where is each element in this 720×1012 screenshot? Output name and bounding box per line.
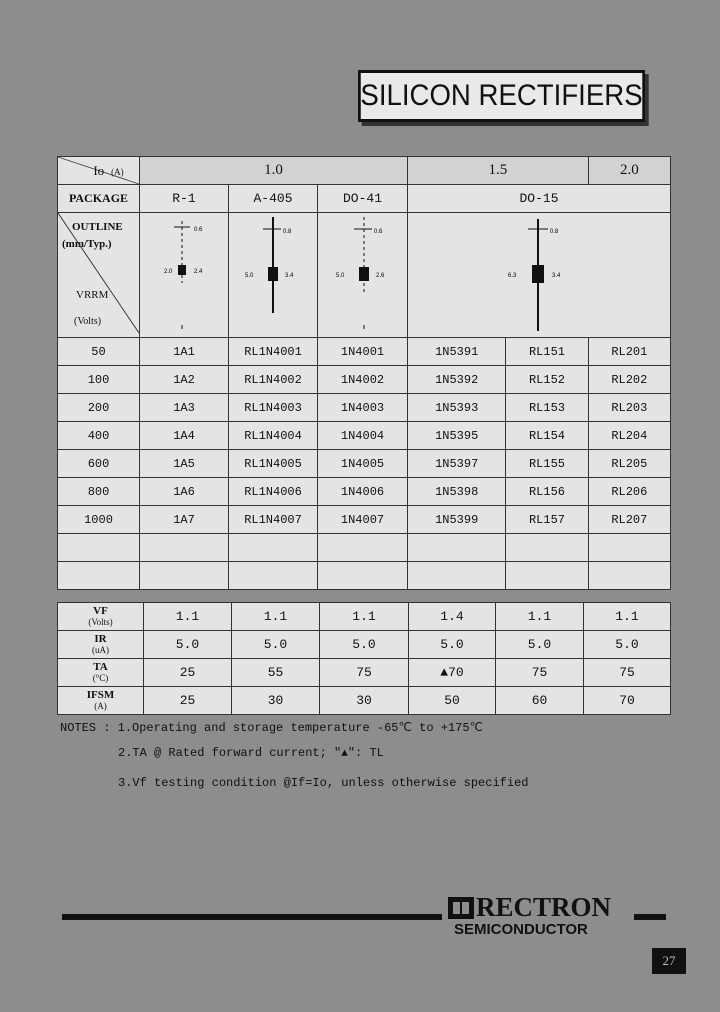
part-cell: 1N4001 (318, 338, 408, 366)
param-label (58, 687, 144, 715)
brand-row (448, 892, 628, 923)
param-value: 1.1 (320, 603, 409, 631)
vrrm-unit: (Volts) (74, 316, 102, 327)
r1-lead-dim: 0.6 (194, 227, 203, 233)
vrrm-value: 400 (58, 422, 140, 450)
vrrm-value: 200 (58, 394, 140, 422)
param-value: 75 (584, 659, 671, 687)
part-cell: 1N5393 (408, 394, 506, 422)
param-value: 5.0 (496, 631, 584, 659)
part-cell: 1A2 (140, 366, 229, 394)
empty-cell (229, 534, 318, 562)
r1-body-h: 2.4 (194, 269, 203, 275)
part-cell: RL201 (588, 338, 670, 366)
do15-body-w: 6.3 (508, 273, 517, 279)
part-cell: 1A6 (140, 478, 229, 506)
part-cell: 1A3 (140, 394, 229, 422)
note-2-text-b: ": TL (347, 746, 384, 760)
outline-a405 (229, 213, 318, 338)
page-title-text: SILICON RECTIFIERS (360, 79, 643, 112)
empty-cell (318, 562, 408, 590)
vrrm-value: 50 (58, 338, 140, 366)
empty-cell (58, 562, 140, 590)
part-cell: 1A7 (140, 506, 229, 534)
outline-do15 (408, 213, 671, 338)
part-cell: RL157 (506, 506, 588, 534)
io-row (58, 157, 671, 185)
do41-body-h: 2.6 (376, 273, 385, 279)
outline-label-block (58, 213, 139, 333)
param-unit: (uA) (92, 644, 109, 655)
table-row (58, 394, 671, 422)
part-cell: RL156 (506, 478, 588, 506)
part-cell: RL1N4001 (229, 338, 318, 366)
part-cell: RL203 (588, 394, 670, 422)
outline-do41 (318, 213, 408, 338)
package-a405: A-405 (229, 185, 318, 213)
do41-lead-dim: 0.6 (374, 229, 383, 235)
part-cell: 1N5397 (408, 450, 506, 478)
empty-row (58, 562, 671, 590)
part-cell: 1N4004 (318, 422, 408, 450)
note-1-text: 1.Operating and storage temperature -65℃ to +175℃ (117, 721, 484, 735)
part-cell: 1A1 (140, 338, 229, 366)
part-cell: RL153 (506, 394, 588, 422)
part-cell: RL155 (506, 450, 588, 478)
param-value: 1.1 (144, 603, 232, 631)
param-value: 1.1 (232, 603, 320, 631)
brand-name: RECTRON (476, 892, 612, 922)
package-do15: DO-15 (408, 185, 671, 213)
part-cell: 1A5 (140, 450, 229, 478)
triangle-icon: ▲ (341, 748, 348, 760)
outline-r1 (140, 213, 229, 338)
part-cell: 1N4006 (318, 478, 408, 506)
package-do41: DO-41 (318, 185, 408, 213)
table-row (58, 422, 671, 450)
footer-rule-left (62, 914, 442, 920)
package-label: PACKAGE (58, 185, 140, 213)
a405-body-h: 3.4 (285, 273, 294, 279)
part-cell: RL1N4003 (229, 394, 318, 422)
param-row-vf (58, 603, 671, 631)
param-value: 60 (496, 687, 584, 715)
io-value-2: 1.5 (408, 157, 589, 185)
a405-lead-dim: 0.8 (283, 229, 292, 235)
param-value: 75 (320, 659, 409, 687)
empty-cell (408, 562, 506, 590)
part-cell: RL204 (588, 422, 670, 450)
brand-subtitle: SEMICONDUCTOR (454, 921, 588, 938)
param-unit: (Volts) (88, 616, 113, 627)
part-cell: 1N5392 (408, 366, 506, 394)
notes-prefix: NOTES : (60, 721, 111, 735)
param-symbol: IR (94, 632, 107, 645)
part-cell: 1N4005 (318, 450, 408, 478)
param-value: 5.0 (320, 631, 409, 659)
part-cell: RL151 (506, 338, 588, 366)
param-value: 5.0 (584, 631, 671, 659)
table-row (58, 338, 671, 366)
note-2-text-a: 2.TA @ Rated forward current; " (118, 746, 342, 760)
outline-label: OUTLINE (72, 221, 123, 233)
part-cell: RL152 (506, 366, 588, 394)
note-3: 3.Vf testing condition @If=Io, unless otherwise specified (118, 776, 529, 790)
io-unit: (A) (111, 166, 124, 177)
param-value: 55 (232, 659, 320, 687)
part-cell: 1N5398 (408, 478, 506, 506)
param-unit: (°C) (92, 672, 109, 683)
outline-header-cell (58, 213, 140, 338)
empty-cell (58, 534, 140, 562)
a405-body-w: 5.0 (245, 273, 254, 279)
empty-cell (506, 562, 588, 590)
part-cell: 1N4002 (318, 366, 408, 394)
param-row-ifsm (58, 687, 671, 715)
param-label (58, 603, 144, 631)
vrrm-value: 100 (58, 366, 140, 394)
part-cell: 1N5395 (408, 422, 506, 450)
empty-cell (318, 534, 408, 562)
r1-body-w: 2.0 (164, 269, 173, 275)
param-symbol: VF (93, 604, 108, 617)
vrrm-label: VRRM (76, 289, 109, 301)
param-label (58, 631, 144, 659)
empty-row (58, 534, 671, 562)
param-value: 1.1 (584, 603, 671, 631)
empty-cell (588, 562, 670, 590)
part-cell: 1N4007 (318, 506, 408, 534)
do15-body-h: 3.4 (552, 273, 561, 279)
param-value: 30 (232, 687, 320, 715)
param-symbol: IFSM (86, 688, 115, 701)
table-row (58, 478, 671, 506)
do15-outline-drawing (408, 213, 670, 333)
vrrm-value: 600 (58, 450, 140, 478)
param-value: 25 (144, 687, 232, 715)
do41-body-w: 5.0 (336, 273, 345, 279)
part-cell: 1N5391 (408, 338, 506, 366)
vrrm-value: 1000 (58, 506, 140, 534)
note-1 (60, 720, 483, 735)
table-row (58, 366, 671, 394)
param-value: ▲70 (409, 659, 496, 687)
part-cell: RL1N4007 (229, 506, 318, 534)
package-r1: R-1 (140, 185, 229, 213)
empty-cell (506, 534, 588, 562)
part-cell: RL202 (588, 366, 670, 394)
part-cell: 1A4 (140, 422, 229, 450)
param-label (58, 659, 144, 687)
empty-cell (140, 562, 229, 590)
param-value: 5.0 (232, 631, 320, 659)
param-value: 5.0 (409, 631, 496, 659)
empty-cell (588, 534, 670, 562)
param-value: 30 (320, 687, 409, 715)
part-cell: RL205 (588, 450, 670, 478)
io-header-cell (58, 157, 140, 185)
table-row (58, 450, 671, 478)
part-cell: RL207 (588, 506, 670, 534)
vrrm-value: 800 (58, 478, 140, 506)
param-unit: (A) (94, 700, 107, 711)
rectron-logo-icon (448, 897, 474, 919)
footer-rule-right (634, 914, 666, 920)
empty-cell (140, 534, 229, 562)
io-label: Io (93, 162, 105, 178)
part-cell: RL154 (506, 422, 588, 450)
table-row (58, 506, 671, 534)
param-value: 70 (584, 687, 671, 715)
page-title (358, 70, 645, 122)
page-number: 27 (652, 948, 686, 974)
electrical-parameters-table (57, 602, 671, 715)
part-cell: RL1N4004 (229, 422, 318, 450)
param-value: 50 (409, 687, 496, 715)
io-value-3: 2.0 (588, 157, 670, 185)
rectifier-selection-table (57, 156, 671, 590)
brand-block (448, 892, 628, 938)
package-row (58, 185, 671, 213)
param-value: 75 (496, 659, 584, 687)
outline-row (58, 213, 671, 338)
param-value: 25 (144, 659, 232, 687)
outline-unit: (mm/Typ.) (62, 238, 112, 250)
part-cell: 1N5399 (408, 506, 506, 534)
io-value-1: 1.0 (140, 157, 408, 185)
param-value: 1.4 (409, 603, 496, 631)
do15-lead-dim: 0.8 (550, 229, 559, 235)
param-row-ta (58, 659, 671, 687)
r1-outline-drawing (140, 213, 228, 333)
part-cell: RL1N4002 (229, 366, 318, 394)
param-symbol: TA (93, 660, 108, 673)
part-cell: RL1N4006 (229, 478, 318, 506)
empty-cell (229, 562, 318, 590)
part-cell: 1N4003 (318, 394, 408, 422)
param-row-ir (58, 631, 671, 659)
part-cell: RL206 (588, 478, 670, 506)
param-value: 1.1 (496, 603, 584, 631)
a405-outline-drawing (229, 213, 317, 333)
part-cell: RL1N4005 (229, 450, 318, 478)
note-2 (118, 746, 384, 760)
empty-cell (408, 534, 506, 562)
param-value: 5.0 (144, 631, 232, 659)
do41-outline-drawing (318, 213, 407, 333)
